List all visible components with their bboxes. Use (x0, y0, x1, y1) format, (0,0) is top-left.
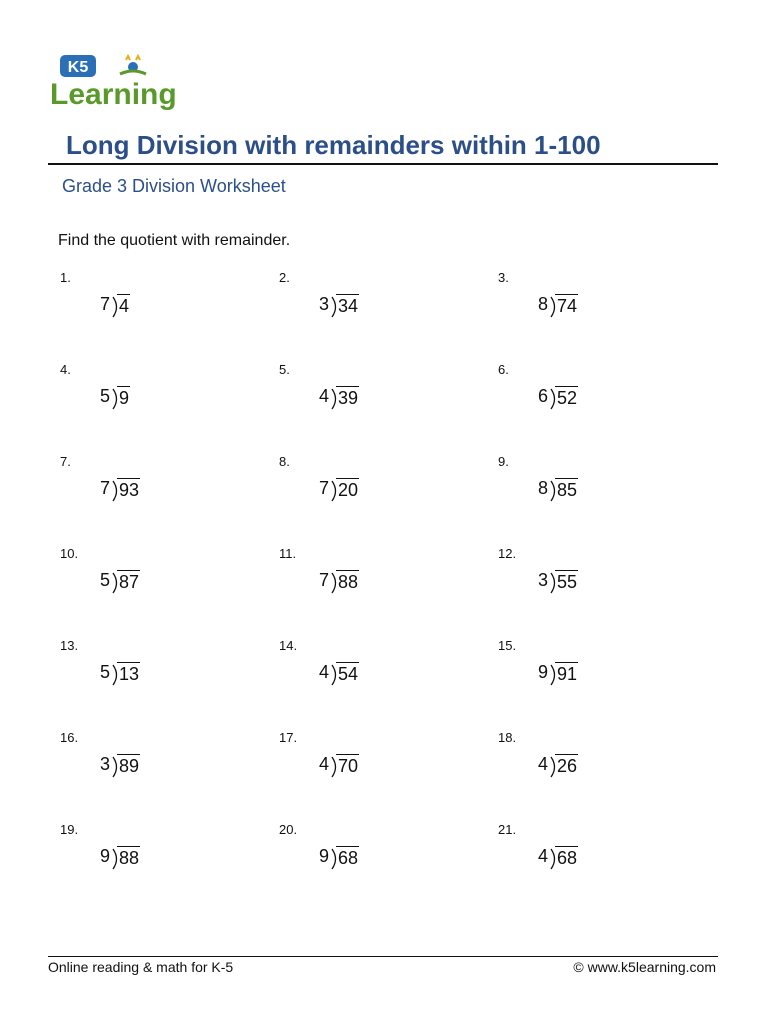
problem-number: 18. (498, 730, 517, 745)
divisor: 9 (537, 662, 548, 682)
dividend: 88 (119, 848, 140, 868)
dividend: 68 (338, 848, 359, 868)
divisor: 5 (99, 386, 110, 406)
problem-number: 6. (498, 362, 509, 377)
divisor: 9 (318, 846, 329, 866)
division-problem (60, 362, 260, 432)
dividend: 91 (557, 664, 578, 684)
division-problem (279, 270, 479, 340)
dividend: 26 (557, 756, 578, 776)
divisor: 9 (99, 846, 110, 866)
dividend: 85 (557, 480, 578, 500)
problem-number: 8. (279, 454, 290, 469)
dividend: 4 (119, 296, 130, 316)
k5-learning-logo (48, 52, 188, 112)
division-problem (60, 454, 260, 524)
dividend: 68 (557, 848, 578, 868)
problem-number: 11. (279, 546, 297, 561)
divisor: 4 (318, 662, 329, 682)
dividend: 89 (119, 756, 140, 776)
problem-number: 3. (498, 270, 509, 285)
division-problem (498, 270, 698, 340)
worksheet-title: Long Division with remainders within 1-100 (66, 130, 601, 160)
problem-number: 12. (498, 546, 517, 561)
division-problem (498, 638, 698, 708)
instructions-text: Find the quotient with remainder. (58, 232, 291, 249)
dividend: 39 (338, 388, 359, 408)
divisor: 7 (99, 294, 110, 314)
dividend: 13 (119, 664, 140, 684)
problem-number: 17. (279, 730, 298, 745)
divisor: 5 (99, 662, 110, 682)
division-problem (279, 638, 479, 708)
divisor: 7 (99, 478, 110, 498)
problem-number: 15. (498, 638, 517, 653)
svg-text:K5: K5 (67, 59, 89, 76)
division-problem (498, 454, 698, 524)
divisor: 4 (318, 386, 329, 406)
dividend: 87 (119, 572, 140, 592)
problem-number: 10. (60, 546, 79, 561)
problem-number: 2. (279, 270, 290, 285)
problem-number: 9. (498, 454, 509, 469)
dividend: 74 (557, 296, 578, 316)
divisor: 7 (318, 570, 329, 590)
problem-number: 13. (60, 638, 79, 653)
divisor: 4 (318, 754, 329, 774)
problem-number: 20. (279, 822, 298, 837)
division-problem (279, 822, 479, 892)
footer-tagline: Online reading & math for K-5 (48, 959, 234, 975)
divisor: 4 (537, 846, 548, 866)
divisor: 4 (537, 754, 548, 774)
division-problem (498, 730, 698, 800)
division-problem (498, 546, 698, 616)
dividend: 54 (338, 664, 359, 684)
problem-number: 7. (60, 454, 71, 469)
dividend: 55 (557, 572, 578, 592)
dividend: 34 (338, 296, 359, 316)
division-problem (279, 730, 479, 800)
dividend: 88 (338, 572, 359, 592)
problem-number: 1. (60, 270, 71, 285)
footer-website: © www.k5learning.com (573, 959, 716, 975)
divisor: 7 (318, 478, 329, 498)
dividend: 93 (119, 480, 140, 500)
worksheet-subtitle: Grade 3 Division Worksheet (62, 176, 286, 196)
division-problem (279, 454, 479, 524)
division-problem (60, 822, 260, 892)
division-problem (279, 362, 479, 432)
problem-number: 19. (60, 822, 79, 837)
dividend: 20 (338, 480, 359, 500)
division-problem (498, 362, 698, 432)
footer-divider (48, 956, 718, 957)
divisor: 3 (99, 754, 110, 774)
dividend: 9 (119, 388, 130, 408)
division-problem (60, 546, 260, 616)
division-problem (498, 822, 698, 892)
division-problem (60, 270, 260, 340)
division-problem (60, 730, 260, 800)
dividend: 52 (557, 388, 578, 408)
divisor: 3 (318, 294, 329, 314)
problem-number: 16. (60, 730, 79, 745)
problem-number: 21. (498, 822, 517, 837)
divisor: 5 (99, 570, 110, 590)
problem-number: 4. (60, 362, 71, 377)
problem-number: 14. (279, 638, 298, 653)
division-problem (279, 546, 479, 616)
svg-text:Learning: Learning (50, 78, 177, 111)
divisor: 8 (537, 478, 548, 498)
divisor: 8 (537, 294, 548, 314)
dividend: 70 (338, 756, 359, 776)
title-divider (48, 163, 718, 165)
divisor: 6 (537, 386, 548, 406)
divisor: 3 (537, 570, 548, 590)
problem-number: 5. (279, 362, 290, 377)
division-problem (60, 638, 260, 708)
